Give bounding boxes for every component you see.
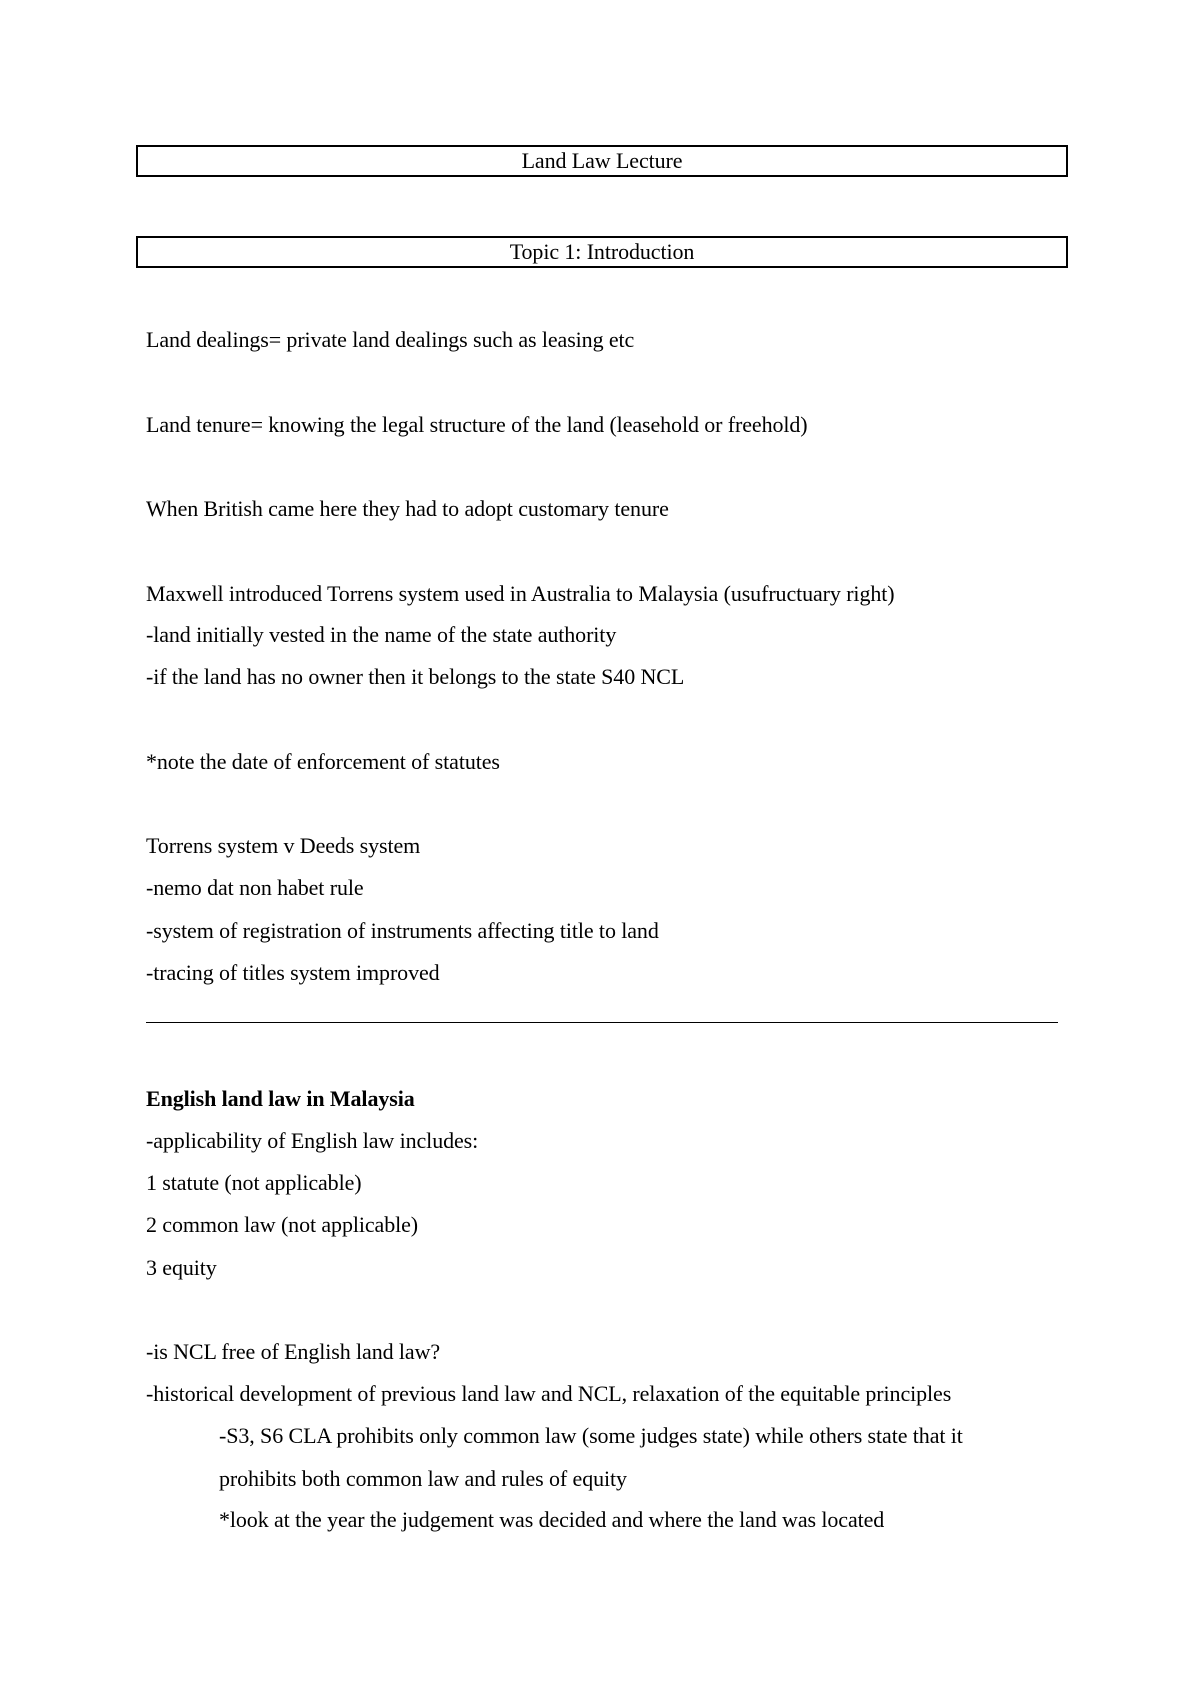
title-text: Land Law Lecture bbox=[521, 148, 683, 173]
list-item-statute: 1 statute (not applicable) bbox=[146, 1170, 362, 1195]
paragraph-british: When British came here they had to adopt customary tenure bbox=[146, 496, 669, 521]
list-item-equity: 3 equity bbox=[146, 1255, 217, 1280]
bullet-no-owner: -if the land has no owner then it belongs to the state S40 NCL bbox=[146, 664, 685, 689]
sub-bullet-cla: -S3, S6 CLA prohibits only common law (some judges state) while others state that it bbox=[219, 1423, 963, 1448]
title-box bbox=[136, 145, 1068, 177]
list-item-common-law: 2 common law (not applicable) bbox=[146, 1212, 419, 1237]
bullet-ncl-question: -is NCL free of English land law? bbox=[146, 1339, 441, 1364]
paragraph-maxwell: Maxwell introduced Torrens system used in Australia to Malaysia (usufructuary right) bbox=[146, 581, 895, 606]
sub-bullet-cla-continued: prohibits both common law and rules of equity bbox=[219, 1466, 627, 1491]
note-judgement-year: *look at the year the judgement was decided and where the land was located bbox=[219, 1507, 885, 1532]
bullet-nemo-dat: -nemo dat non habet rule bbox=[146, 875, 364, 900]
paragraph-torrens-deeds: Torrens system v Deeds system bbox=[146, 833, 421, 858]
topic-box bbox=[136, 236, 1068, 268]
paragraph-land-dealings: Land dealings= private land dealings such as leasing etc bbox=[146, 327, 635, 352]
section-heading: English land law in Malaysia bbox=[146, 1086, 415, 1111]
bullet-applicability: -applicability of English law includes: bbox=[146, 1128, 479, 1153]
bullet-tracing: -tracing of titles system improved bbox=[146, 960, 440, 985]
note-enforcement: *note the date of enforcement of statutes bbox=[146, 749, 500, 774]
bullet-historical: -historical development of previous land law and NCL, relaxation of the equitable principles bbox=[146, 1381, 952, 1406]
paragraph-land-tenure: Land tenure= knowing the legal structure of the land (leasehold or freehold) bbox=[146, 412, 808, 437]
topic-text: Topic 1: Introduction bbox=[509, 239, 695, 264]
bullet-land-vested: -land initially vested in the name of the state authority bbox=[146, 622, 617, 647]
horizontal-rule bbox=[146, 1022, 1058, 1023]
bullet-registration: -system of registration of instruments affecting title to land bbox=[146, 918, 659, 943]
